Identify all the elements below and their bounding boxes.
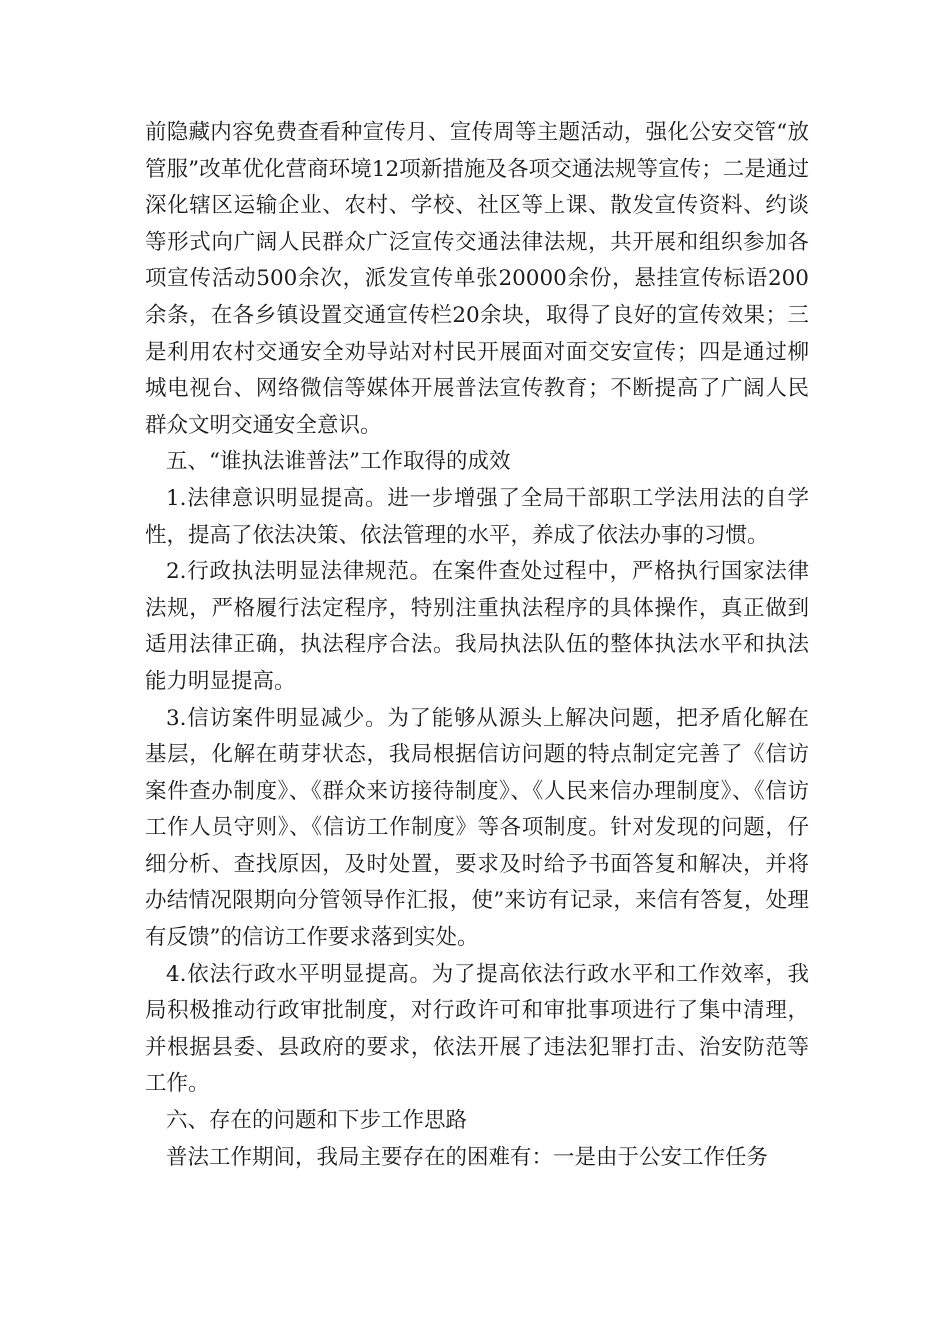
paragraph-administration-by-law: 4.依法行政水平明显提高。为了提高依法行政水平和工作效率，我局积极推动行政审批制度，对行政许可和审批事项进行了集中清理，并根据县委、县政府的要求，依法开展了违法犯罪打击、治安防范等工作。 bbox=[145, 961, 809, 1097]
paragraph-petition-cases: 3.信访案件明显减少。为了能够从源头上解决问题，把矛盾化解在基层，化解在萌芽状态，我局根据信访问题的特点制定完善了《信访案件查办制度》、《群众来访接待制度》、《人民来信办理制度》、《信访工作人员守则》、《信访工作制度》等各项制度。针对发现的问题，仔细分析、查找原因，及时处置，要求及时给予书面答复和解决，并将办结情况限期向分管领导作汇报，使”来访有记录，来信有答复，处理有反馈”的信访工作要求落到实处。 bbox=[145, 705, 809, 951]
paragraph-publicity-activities: 前隐藏内容免费查看种宣传月、宣传周等主题活动，强化公安交管“放管服”改革优化营商环境12项新措施及各项交通法规等宣传；二是通过深化辖区运输企业、农村、学校、社区等上课、散发宣传资料、约谈等形式向广阔人民群众广泛宣传交通法律法规，共开展和组织参加各项宣传活动500余次，派发宣传单张20000余份，悬挂宣传标语200余条，在各乡镇设置交通宣传栏20余块，取得了良好的宣传效果；三是利用农村交通安全劝导站对村民开展面对面交安宣传；四是通过柳城电视台、网络微信等媒体开展普法宣传教育；不断提高了广阔人民群众文明交通安全意识。 bbox=[145, 120, 809, 438]
section-heading-achievements: 五、“谁执法谁普法”工作取得的成效 bbox=[166, 449, 511, 475]
document-page bbox=[145, 115, 809, 1176]
section-heading-problems: 六、存在的问题和下步工作思路 bbox=[166, 1108, 468, 1134]
paragraph-law-enforcement: 2.行政执法明显法律规范。在案件查处过程中，严格执行国家法律法规，严格履行法定程序，特别注重执法程序的具体操作，真正做到适用法律正确，执法程序合法。我局执法队伍的整体执法水平和执法能力明显提高。 bbox=[145, 559, 809, 694]
paragraph-legal-awareness: 1.法律意识明显提高。进一步增强了全局干部职工学法用法的自学性，提高了依法决策、依法管理的水平，养成了依法办事的习惯。 bbox=[145, 485, 809, 548]
paragraph-difficulties: 普法工作期间，我局主要存在的困难有：一是由于公安工作任务 bbox=[166, 1144, 769, 1170]
